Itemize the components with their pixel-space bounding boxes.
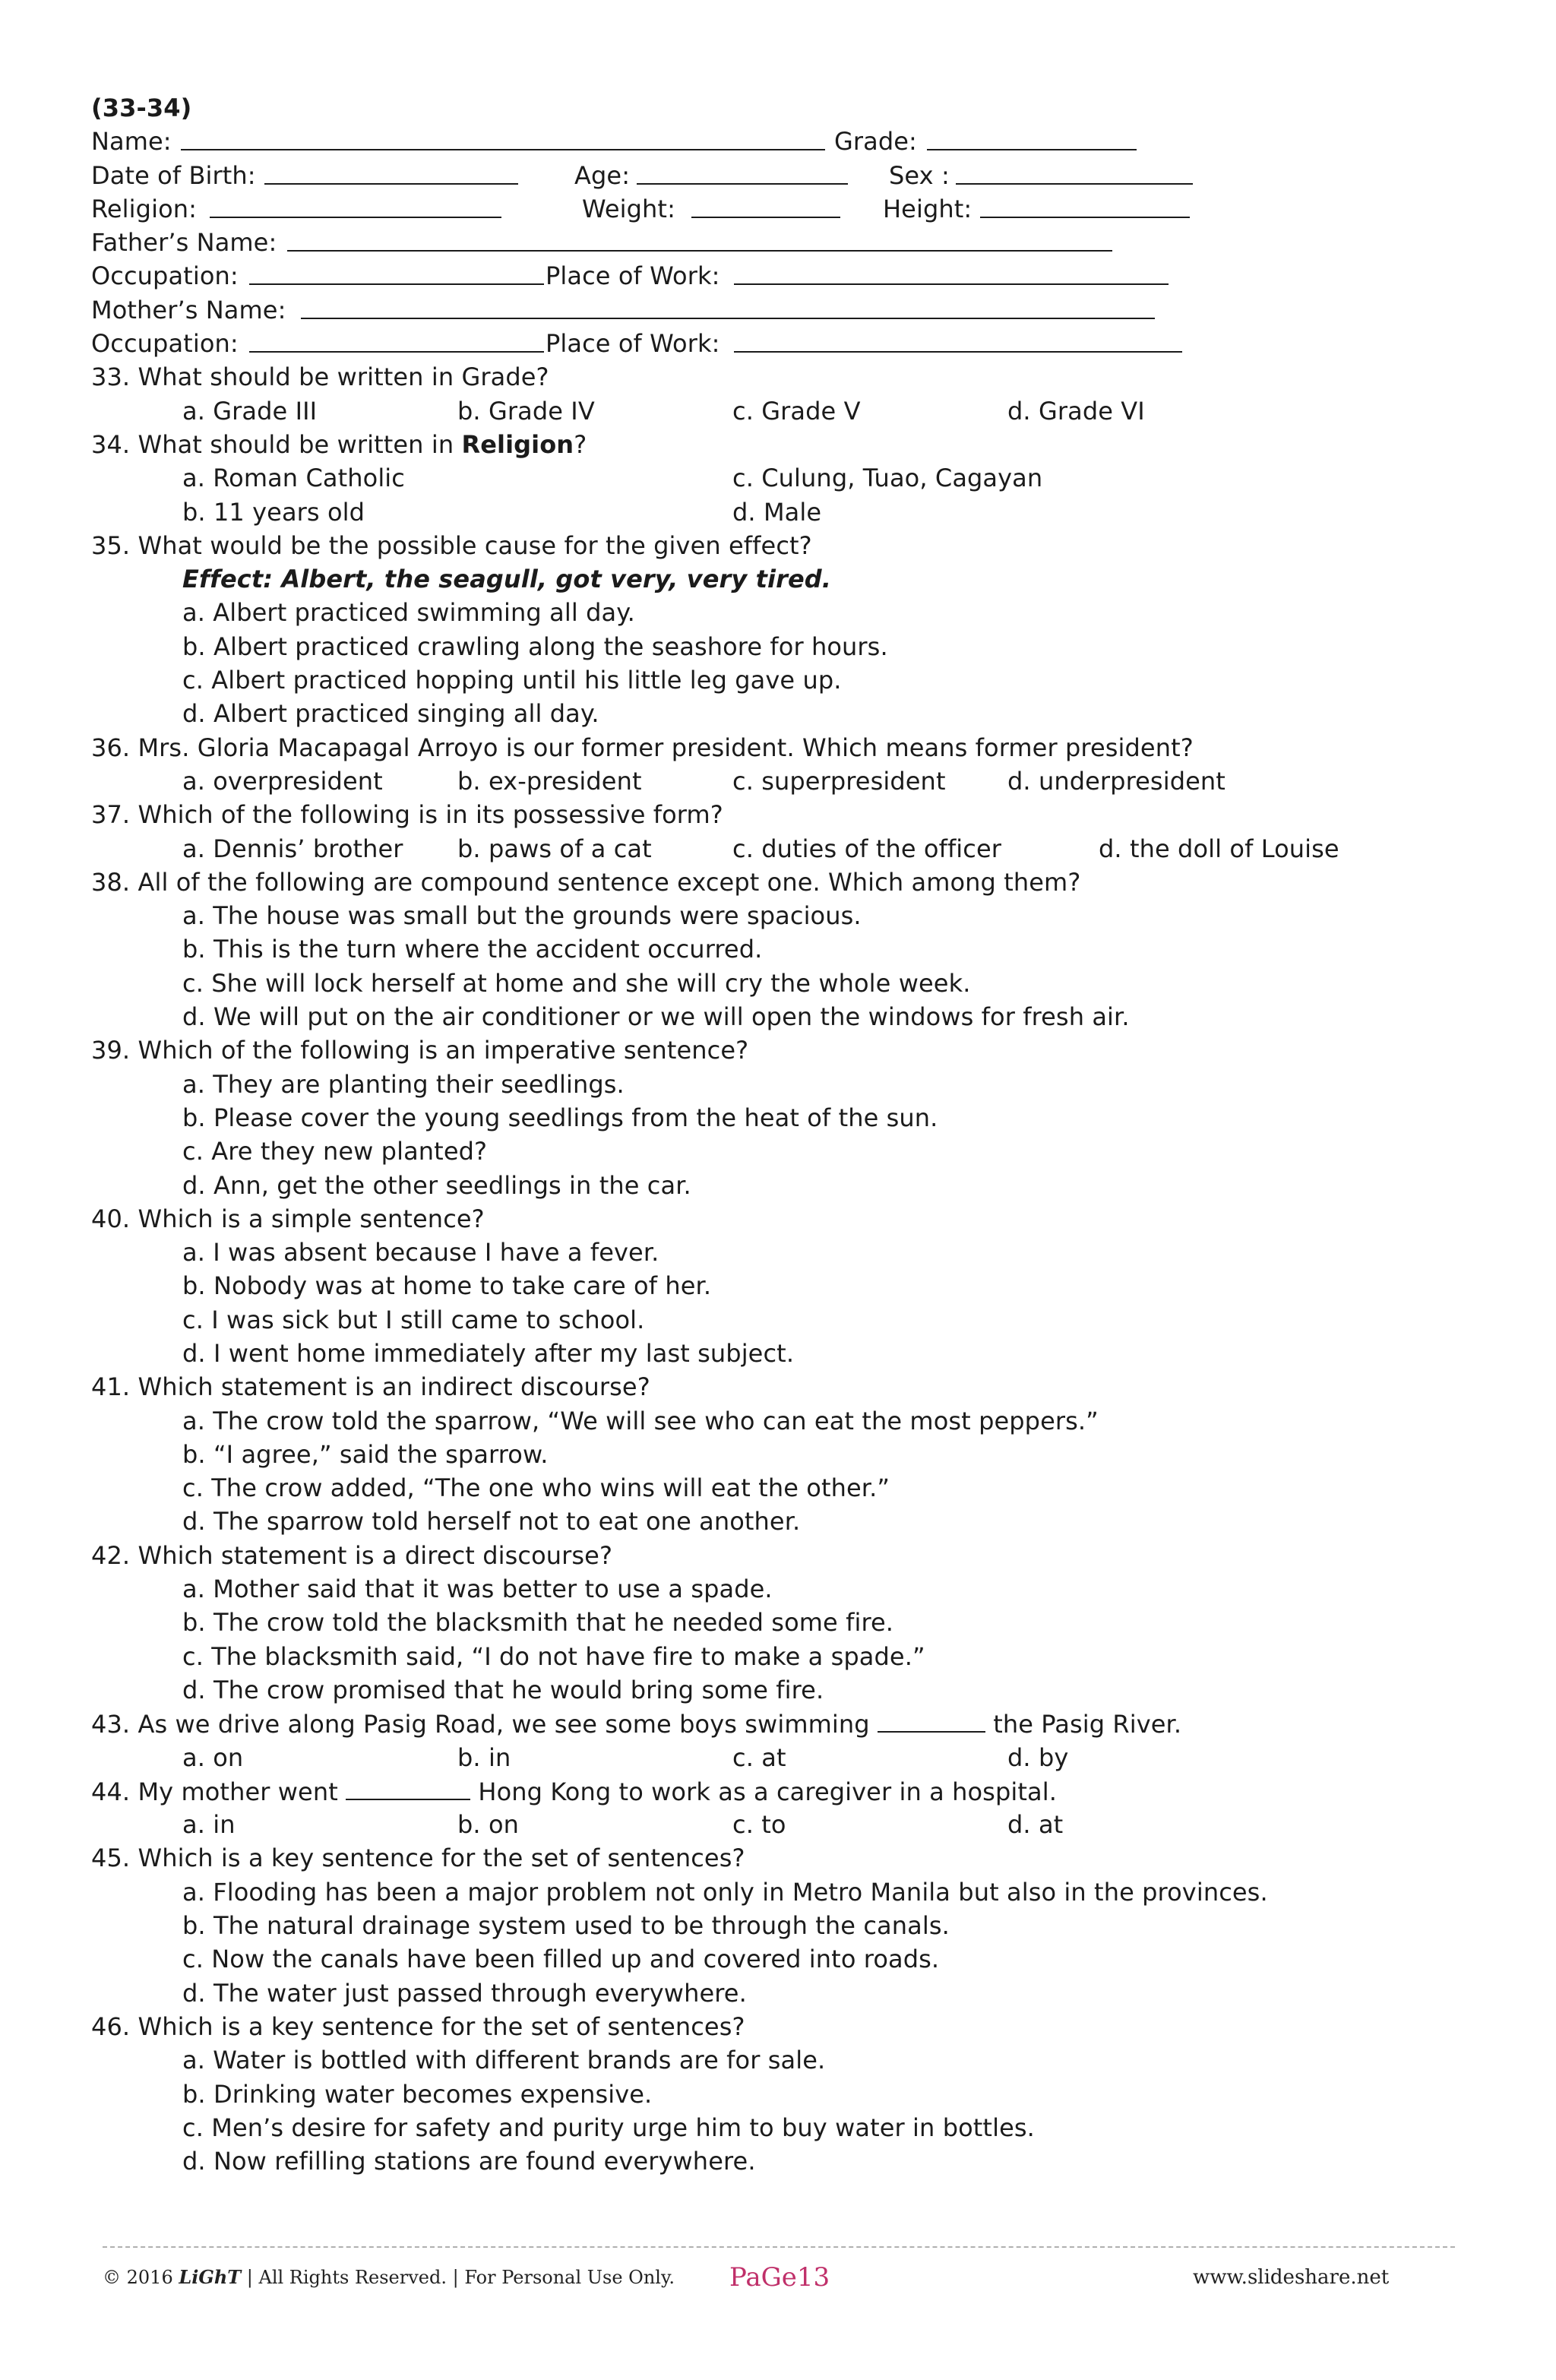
choice[interactable]: b. 11 years old <box>182 497 365 527</box>
copyright-notice: © 2016 LiGhT | All Rights Reserved. | For Personal Use Only. <box>103 2266 675 2288</box>
question-35: 35. What would be the possible cause for the given effect? <box>91 530 812 560</box>
choice[interactable]: d. I went home immediately after my last subject. <box>182 1338 795 1368</box>
choice[interactable]: a. Mother said that it was better to use a spade. <box>182 1575 773 1604</box>
choice[interactable]: b. Please cover the young seedlings from the heat of the sun. <box>182 1103 938 1132</box>
choice[interactable]: a. They are planting their seedlings. <box>182 1069 625 1099</box>
choice[interactable]: a. The crow told the sparrow, “We will see who can eat the most peppers.” <box>182 1406 1099 1435</box>
choice[interactable]: c. duties of the officer <box>732 834 1002 863</box>
father-label: Father’s Name: <box>91 228 277 258</box>
choice[interactable]: d. underpresident <box>1007 766 1226 796</box>
question-46: 46. Which is a key sentence for the set of sentences? <box>91 2011 745 2041</box>
choice[interactable]: d. Grade VI <box>1007 396 1145 426</box>
mother-occupation-row <box>91 327 1504 360</box>
father-field[interactable] <box>287 226 1112 252</box>
choice[interactable]: d. The sparrow told herself not to eat one another. <box>182 1507 801 1537</box>
choice[interactable]: a. Albert practiced swimming all day. <box>182 598 635 628</box>
height-label: Height: <box>883 194 972 223</box>
father-occupation-field[interactable] <box>249 259 544 285</box>
mother-place-field[interactable] <box>734 327 1182 353</box>
choice[interactable]: c. The blacksmith said, “I do not have fire to make a spade.” <box>182 1641 925 1671</box>
choices-34-row1 <box>91 461 1504 495</box>
sex-label: Sex : <box>889 160 950 190</box>
name-row <box>91 125 1504 158</box>
choice[interactable]: b. “I agree,” said the sparrow. <box>182 1439 549 1469</box>
occupation-label: Occupation: <box>91 261 239 291</box>
choice[interactable]: b. on <box>457 1810 520 1840</box>
question-38: 38. All of the following are compound sentence except one. Which among them? <box>91 867 1081 897</box>
choice[interactable]: d. Male <box>732 497 822 527</box>
choice[interactable]: b. The crow told the blacksmith that he needed some fire. <box>182 1608 894 1638</box>
religion-label: Religion: <box>91 194 198 223</box>
choices-33 <box>91 394 1504 428</box>
choice[interactable]: b. Albert practiced crawling along the seashore for hours. <box>182 631 888 661</box>
dob-field[interactable] <box>264 159 518 185</box>
question-36: 36. Mrs. Gloria Macapagal Arroyo is our former president. Which means former president? <box>91 733 1194 762</box>
choice[interactable]: d. The crow promised that he would bring some fire. <box>182 1675 824 1704</box>
grade-field[interactable] <box>927 125 1137 150</box>
choice[interactable]: a. Dennis’ brother <box>182 834 403 863</box>
page-number: PaGe13 <box>729 2262 830 2293</box>
place-label: Place of Work: <box>546 261 720 291</box>
age-field[interactable] <box>637 159 848 185</box>
choice[interactable]: a. The house was small but the grounds were spacious. <box>182 901 862 931</box>
mother-field[interactable] <box>301 293 1155 319</box>
choice[interactable]: a. Flooding has been a major problem not only in Metro Manila but also in the provinces. <box>182 1877 1268 1907</box>
choice[interactable]: b. This is the turn where the accident occurred. <box>182 935 763 964</box>
choices-36 <box>91 764 1504 798</box>
religion-field[interactable] <box>210 192 501 218</box>
religion-emphasis: Religion <box>461 429 574 459</box>
answer-blank[interactable] <box>346 1774 470 1800</box>
place-label: Place of Work: <box>546 329 720 359</box>
question-39: 39. Which of the following is an imperative sentence? <box>91 1036 749 1065</box>
choice[interactable]: c. Grade V <box>732 396 861 426</box>
name-field[interactable] <box>181 125 825 150</box>
choice[interactable]: b. Nobody was at home to take care of her. <box>182 1271 712 1301</box>
occupation-label: Occupation: <box>91 329 239 359</box>
choice[interactable]: c. to <box>732 1810 786 1840</box>
footer-divider <box>103 2246 1455 2248</box>
worksheet <box>91 91 1504 2178</box>
choice[interactable]: a. I was absent because I have a fever. <box>182 1238 659 1268</box>
choice[interactable]: a. Roman Catholic <box>182 464 405 493</box>
answer-blank[interactable] <box>878 1707 985 1733</box>
question-37: 37. Which of the following is in its possessive form? <box>91 800 723 830</box>
choice[interactable]: b. Drinking water becomes expensive. <box>182 2079 653 2109</box>
dob-label: Date of Birth: <box>91 160 256 190</box>
weight-field[interactable] <box>691 192 840 218</box>
choice[interactable]: b. Grade IV <box>457 396 595 426</box>
choice[interactable]: d. The water just passed through everywhere. <box>182 1978 747 2008</box>
choice[interactable]: a. Water is bottled with different brands are for sale. <box>182 2046 826 2075</box>
father-place-field[interactable] <box>734 259 1169 285</box>
choice[interactable]: a. on <box>182 1742 244 1772</box>
item-range: (33-34) <box>91 93 192 122</box>
father-occupation-row <box>91 259 1504 293</box>
choice[interactable]: c. She will lock herself at home and she will cry the whole week. <box>182 968 971 998</box>
name-label: Name: <box>91 127 172 157</box>
mother-label: Mother’s Name: <box>91 295 286 324</box>
choice[interactable]: c. Culung, Tuao, Cagayan <box>732 464 1043 493</box>
choice[interactable]: c. I was sick but I still came to school. <box>182 1305 645 1334</box>
choices-43 <box>91 1741 1504 1774</box>
question-33: 33. What should be written in Grade? <box>91 362 549 392</box>
choice[interactable]: c. Are they new planted? <box>182 1137 488 1166</box>
question-44: 44. My mother went Hong Kong to work as a caregiver in a hospital. <box>91 1774 1504 1808</box>
question-45: 45. Which is a key sentence for the set of sentences? <box>91 1844 745 1873</box>
weight-label: Weight: <box>582 194 675 223</box>
choice[interactable]: b. in <box>457 1742 511 1772</box>
question-43: 43. As we drive along Pasig Road, we see some boys swimming the Pasig River. <box>91 1707 1504 1740</box>
question-41: 41. Which statement is an indirect discourse? <box>91 1372 650 1402</box>
father-row <box>91 226 1504 259</box>
height-field[interactable] <box>980 192 1190 218</box>
choice[interactable]: c. Now the canals have been filled up and covered into roads. <box>182 1945 940 1974</box>
question-34: 34. What should be written in Religion? <box>91 429 587 459</box>
grade-label: Grade: <box>834 127 917 157</box>
choice[interactable]: c. The crow added, “The one who wins will eat the other.” <box>182 1473 890 1503</box>
choice[interactable]: d. Ann, get the other seedlings in the car. <box>182 1170 691 1200</box>
choice[interactable]: d. at <box>1007 1810 1064 1840</box>
choices-37 <box>91 832 1504 866</box>
mother-occupation-field[interactable] <box>249 327 544 353</box>
choice[interactable]: c. at <box>732 1742 786 1772</box>
mother-row <box>91 293 1504 327</box>
choice[interactable]: b. paws of a cat <box>457 834 652 863</box>
choice[interactable]: b. ex-president <box>457 766 642 796</box>
effect-statement: Effect: Albert, the seagull, got very, very tired. <box>182 565 832 594</box>
choices-34-row2 <box>91 495 1504 529</box>
age-label: Age: <box>574 160 631 190</box>
religion-row <box>91 192 1504 226</box>
choice[interactable]: c. Albert practiced hopping until his little leg gave up. <box>182 666 842 695</box>
site-url[interactable]: www.slideshare.net <box>1193 2266 1390 2289</box>
choice[interactable]: d. Now refilling stations are found everywhere. <box>182 2147 756 2176</box>
choice[interactable]: b. The natural drainage system used to be through the canals. <box>182 1911 950 1941</box>
question-42: 42. Which statement is a direct discourse? <box>91 1540 613 1570</box>
choice[interactable]: d. Albert practiced singing all day. <box>182 699 599 729</box>
choice[interactable]: c. Men’s desire for safety and purity urge him to buy water in bottles. <box>182 2113 1035 2142</box>
choices-44 <box>91 1808 1504 1841</box>
page-footer <box>0 2258 1556 2296</box>
choice[interactable]: c. superpresident <box>732 766 946 796</box>
choice[interactable]: a. overpresident <box>182 766 383 796</box>
sex-field[interactable] <box>956 159 1193 185</box>
dob-row <box>91 159 1504 192</box>
choice[interactable]: a. in <box>182 1810 236 1840</box>
choice[interactable]: d. the doll of Louise <box>1099 834 1339 863</box>
brand-name: LiGhT <box>179 2266 242 2288</box>
choice[interactable]: a. Grade III <box>182 396 318 426</box>
choice[interactable]: d. We will put on the air conditioner or we will open the windows for fresh air. <box>182 1002 1130 1032</box>
question-40: 40. Which is a simple sentence? <box>91 1204 485 1233</box>
choice[interactable]: d. by <box>1007 1742 1069 1772</box>
